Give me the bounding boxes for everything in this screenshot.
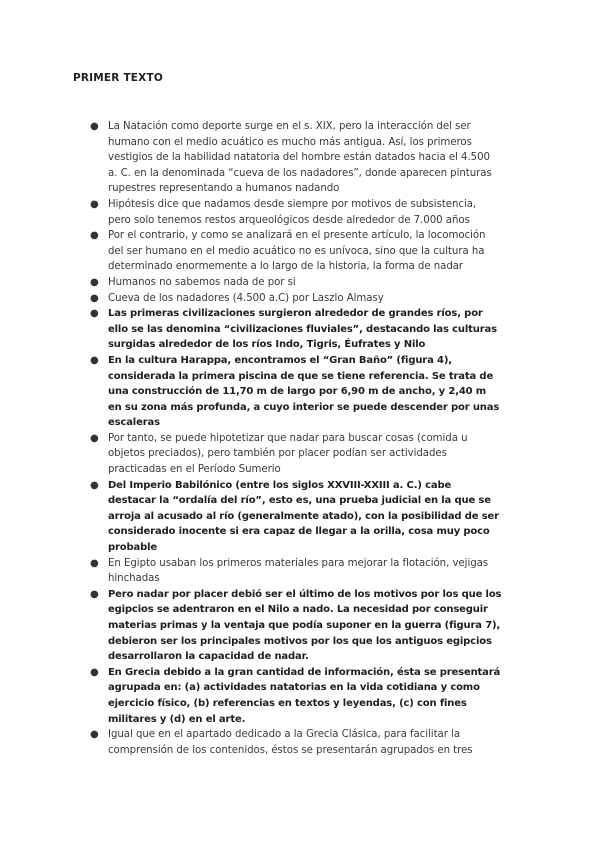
bullet-icon: ● [90, 666, 99, 678]
list-item [90, 119, 502, 197]
list-item-text: Por el contrario, y como se analizará en el presente artículo, la locomoción del ser humano en el medio acuático no es unívoca, sino que la cultura ha determinado enormemente a lo largo de la historia, la forma de nadar [108, 230, 486, 273]
bullet-icon: ● [90, 588, 99, 600]
bullet-icon: ● [90, 308, 99, 320]
list-item [90, 291, 502, 307]
list-item [90, 197, 502, 228]
list-item [90, 478, 502, 556]
list-item [90, 353, 502, 431]
bullet-icon: ● [90, 557, 99, 569]
bullet-icon: ● [90, 198, 99, 210]
list-item [90, 275, 502, 291]
list-item-text: Igual que en el apartado dedicado a la Grecia Clásica, para facilitar la comprensión de los contenidos, éstos se presentarán agrupados en tres [108, 729, 473, 756]
list-item-text: En la cultura Harappa, encontramos el “Gran Baño” (figura 4), considerada la primera piscina de que se tiene referencia. Se trata de una construcción de 11,70 m de largo por 6,90 m de ancho, y 2,40 m en su zona más profunda, a cuyo interior se puede descender por unas escaleras [108, 354, 500, 429]
list-item-text: La Natación como deporte surge en el s. XIX, pero la interacción del ser humano con el medio acuático es mucho más antigua. Así, los primeros vestigios de la habilidad natatoria del hombre están datados hacia el 4.500 a. C. en la denominada “cueva de los nadadores”, donde aparecen pinturas rupestres representando a humanos nadando [108, 121, 492, 195]
list-item [90, 431, 502, 478]
list-item [90, 556, 502, 587]
list-item-text: Hipótesis dice que nadamos desde siempre por motivos de subsistencia, pero solo tenemos restos arqueológicos desde alrededor de 7.000 años [108, 198, 477, 226]
list-item-text: Cueva de los nadadores (4.500 a.C) por Laszlo Almasy [108, 292, 384, 304]
bullet-icon: ● [90, 432, 99, 444]
list-item [90, 587, 502, 665]
bullet-icon: ● [90, 354, 99, 366]
list-item [90, 306, 502, 353]
list-item [90, 228, 502, 275]
page-title: PRIMER TEXTO [73, 72, 163, 84]
list-item-text: Por tanto, se puede hipotetizar que nadar para buscar cosas (comida u objetos preciados), pero también por placer podían ser actividades practicadas en el Período Sumerio [108, 432, 468, 476]
list-item-text: Humanos no sabemos nada de por si [108, 276, 296, 288]
list-item-text: En Grecia debido a la gran cantidad de información, ésta se presentará agrupada en: (a) actividades natatorias en la vida cotidiana y como ejercicio físico, (b) referencias en textos y leyendas, (c) con fines militares y (d) en el arte. [108, 666, 501, 725]
list-item-text: Las primeras civilizaciones surgieron alrededor de grandes ríos, por ello se las denomina “civilizaciones fluviales”, destacando las culturas surgidas alrededor de los ríos Indo, Tigris, Éufrates y Nilo [108, 308, 497, 351]
list-item-text: En Egipto usaban los primeros materiales para mejorar la flotación, vejigas hinchadas [108, 557, 489, 585]
bullet-icon: ● [90, 276, 99, 288]
list-item-text: Del Imperio Babilónico (entre los siglos XXVIII-XXIII a. C.) cabe destacar la “ordalía del río”, esto es, una prueba judicial en la que se arroja al acusado al río (generalmente atado), con la posibilidad de ser considerado inocente si era capaz de llegar a la orilla, cosa muy poco probable [108, 479, 499, 554]
bullet-icon: ● [90, 121, 99, 132]
bullet-icon: ● [90, 292, 99, 304]
bullet-icon: ● [90, 479, 99, 491]
list-item-text: Pero nadar por placer debió ser el último de los motivos por los que los egipcios se adentraron en el Nilo a nado. La necesidad por conseguir materias primas y la ventaja que podía suponer en la guerra (figura 7), debieron ser los principales motivos por los que los antiguos egipcios desarrollaron la capacidad de nadar. [108, 588, 502, 663]
list-item [90, 727, 502, 758]
list-item [90, 665, 502, 727]
bullet-list [90, 119, 502, 758]
bullet-icon: ● [90, 230, 99, 242]
bullet-icon: ● [90, 729, 99, 741]
